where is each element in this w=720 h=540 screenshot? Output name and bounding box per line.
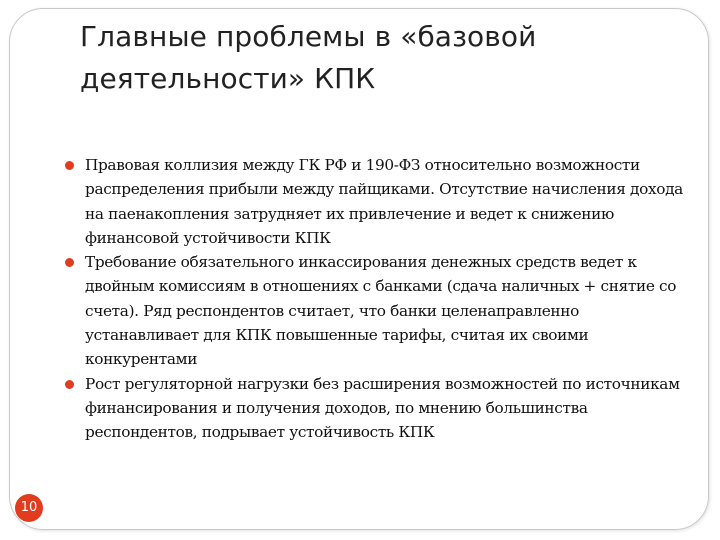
bullet-dot-icon [65, 258, 74, 267]
bullet-text: Рост регуляторной нагрузки без расширения возможностей по источникам финансирования и получения доходов, по мнению большинства респондентов, подрывает устойчивость КПК [85, 374, 680, 442]
bullet-item [65, 372, 695, 445]
bullet-dot-icon [65, 380, 74, 389]
bullet-list [65, 153, 695, 445]
bullet-dot-icon [65, 161, 74, 170]
slide-title: Главные проблемы в «базовой деятельности» КПК [80, 20, 537, 95]
bullet-text: Требование обязательного инкассирования денежных средств ведет к двойным комиссиям в отношениях с банками (сдача наличных + снятие со счета). Ряд респондентов считает, что банки целенаправленно устанавливает для КПК повышенные тарифы, считая их своими конкурентами [85, 253, 677, 369]
bullet-text: Правовая коллизия между ГК РФ и 190-ФЗ относительно возможности распределения прибыли между пайщиками. Отсутствие начисления дохода на паенакопления затрудняет их привлечение и ведет к снижению финансовой устойчивости КПК [85, 156, 683, 247]
bullet-item [65, 250, 695, 371]
slide-number-badge: 10 [15, 494, 43, 522]
bullet-item [65, 153, 695, 250]
